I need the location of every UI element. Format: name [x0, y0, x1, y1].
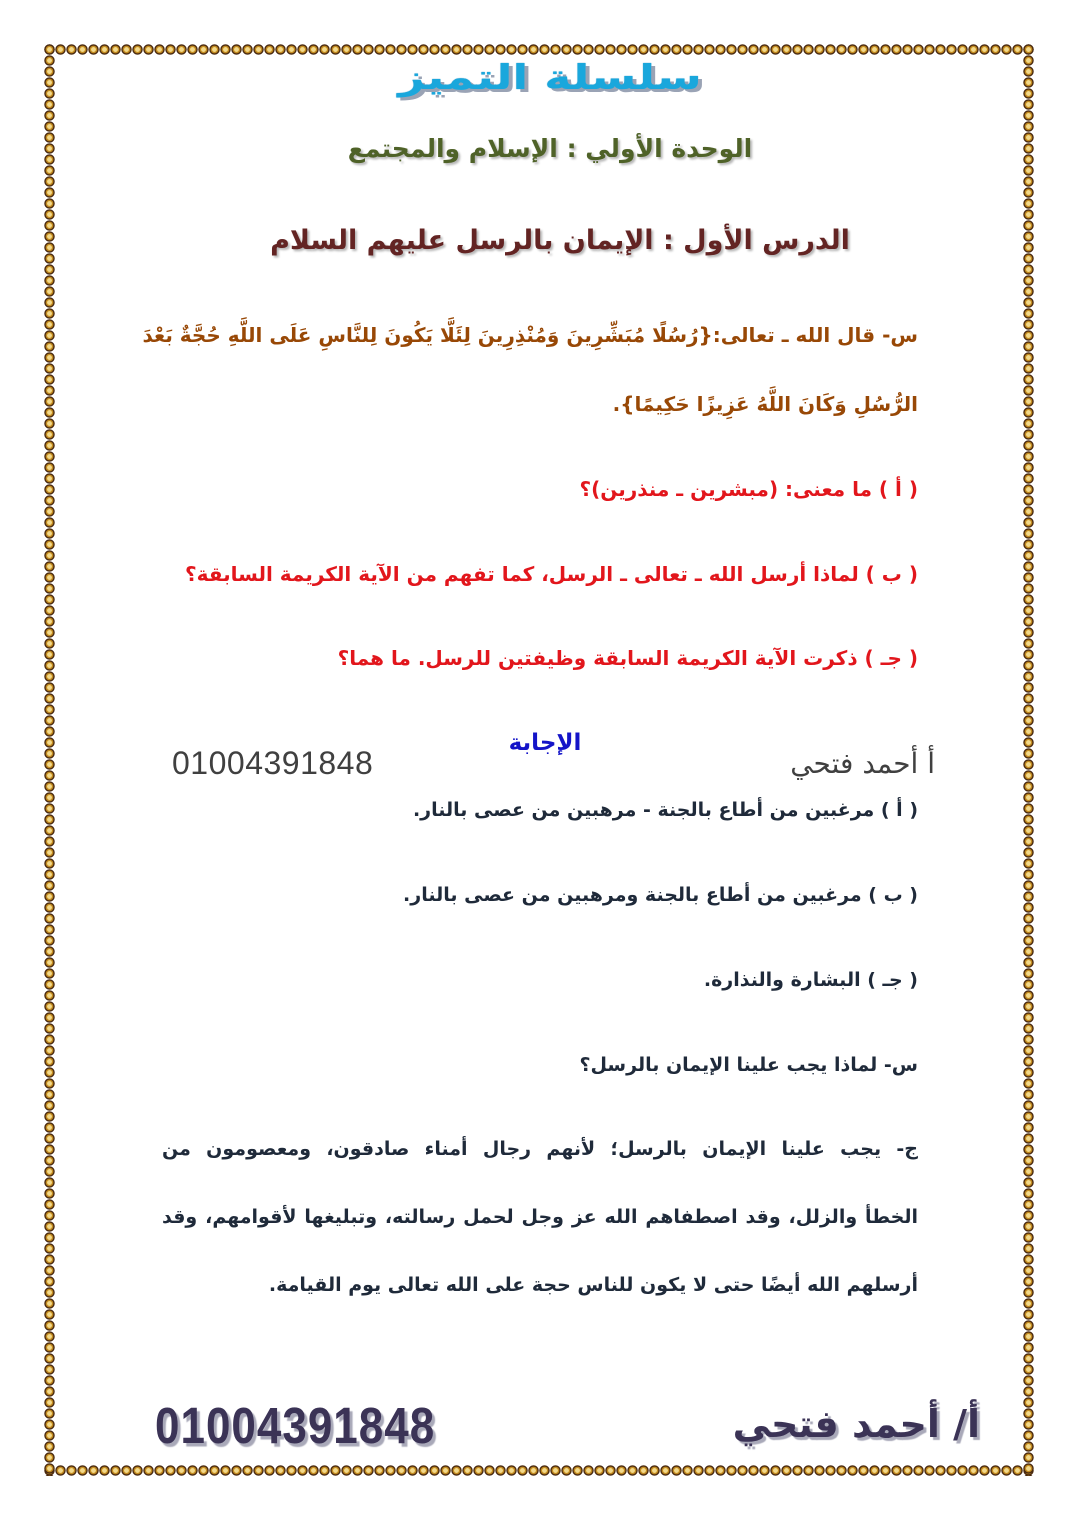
border-bottom	[44, 1465, 1034, 1476]
answer-b: ( ب ) مرغبين من أطاع بالجنة ومرهبين من عصى بالنار.	[403, 884, 918, 906]
answer-2-line-2: الخطأ والزلل، وقد اصطفاهم الله عز وجل لحمل رسالته، وتبليغها لأقوامهم، وقد	[162, 1206, 918, 1228]
lesson-title: الدرس الأول : الإيمان بالرسل عليهم السلام	[270, 225, 850, 256]
answer-c: ( جـ ) البشارة والنذارة.	[703, 969, 918, 991]
question-2: س- لماذا يجب علينا الإيمان بالرسل؟	[579, 1054, 918, 1076]
footer-teacher-name: أ/ أحمد فتحي	[732, 1402, 980, 1446]
answer-a: ( أ ) مرغبين من أطاع بالجنة - مرهبين من عصى بالنار.	[412, 799, 918, 821]
answer-2-line-3: أرسلهم الله أيضًا حتى لا يكون للناس حجة على الله تعالى يوم القيامة.	[268, 1274, 918, 1296]
border-left	[44, 44, 55, 1476]
verse-line-2: الرُّسُلِ وَكَانَ اللَّهُ عَزِيزًا حَكِيمًا}.	[612, 392, 918, 416]
border-right	[1023, 44, 1034, 1476]
question-c: ( جـ ) ذكرت الآية الكريمة السابقة وظيفتين للرسل. ما هما؟	[337, 646, 918, 670]
footer-phone: 01004391848	[155, 1398, 436, 1455]
series-banner: سلسلة التميز	[398, 56, 702, 98]
teacher-phone: 01004391848	[172, 745, 374, 781]
question-b: ( ب ) لماذا أرسل الله ـ تعالى ـ الرسل، كما تفهم من الآية الكريمة السابقة؟	[184, 562, 918, 586]
question-a: ( أ ) ما معنى: (مبشرين ـ منذرين)؟	[579, 477, 918, 501]
teacher-name: أ أحمد فتحي	[790, 747, 935, 780]
border-top	[44, 44, 1034, 55]
answer-heading: الإجابة	[508, 730, 582, 756]
answer-2-line-1: ج- يجب علينا الإيمان بالرسل؛ لأنهم رجال أمناء صادقون، ومعصومون من	[162, 1138, 918, 1160]
verse-line-1: س- قال الله ـ تعالى:{رُسُلًا مُبَشِّرِينَ وَمُنْذِرِينَ لِئَلَّا يَكُونَ لِلنَّاسِ عَلَى اللَّهِ حُجَّةٌ بَعْدَ	[142, 323, 918, 347]
unit-title: الوحدة الأولي : الإسلام والمجتمع	[347, 134, 753, 163]
